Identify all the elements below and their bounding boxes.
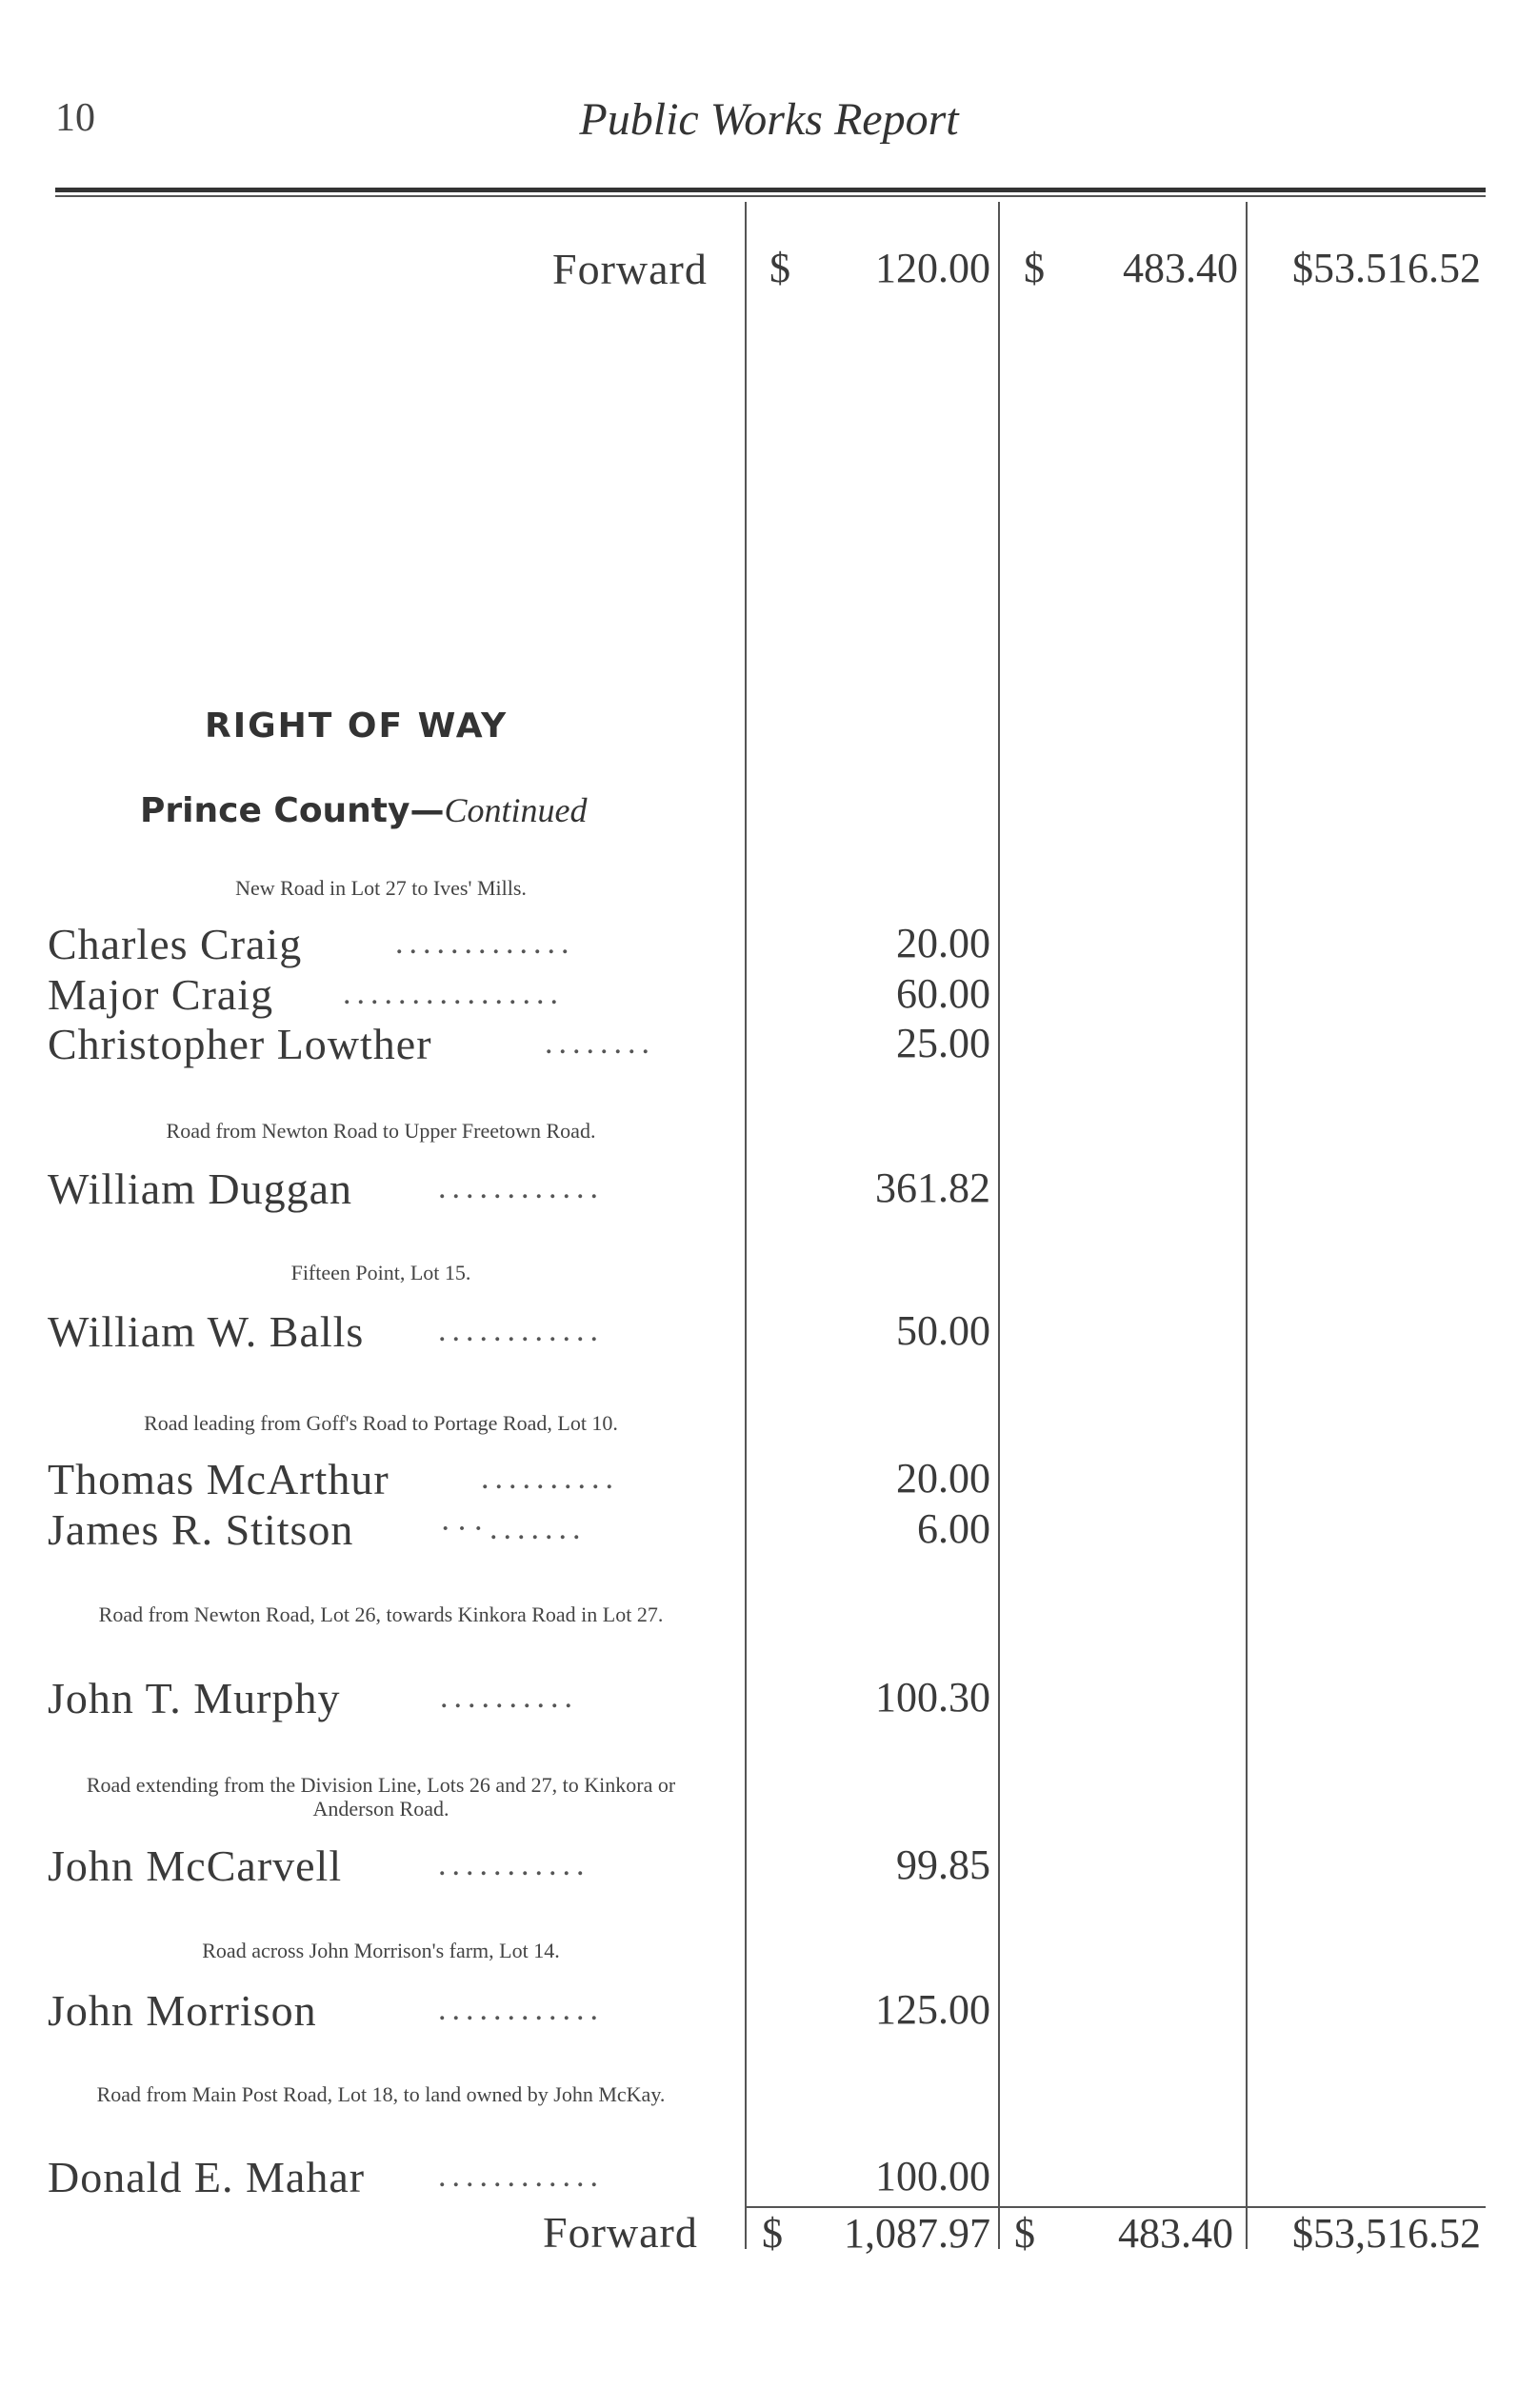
entry-amount: 20.00 — [896, 920, 990, 966]
entry-name: John Morrison — [48, 1986, 317, 2035]
entry-amount: 100.30 — [875, 1674, 990, 1721]
leader-dots: .......... — [481, 1461, 619, 1496]
county-subheading — [140, 790, 587, 830]
leader-dots: ............ — [438, 1313, 604, 1348]
road-description: Road across John Morrison's farm, Lot 14. — [202, 1939, 560, 1962]
road-description: Road from Newton Road, Lot 26, towards Kinkora Road in Lot 27. — [98, 1602, 664, 1626]
entry-amount: 20.00 — [896, 1455, 990, 1502]
entry-name: James R. Stitson — [48, 1505, 354, 1554]
entry-name: Christopher Lowther — [48, 1020, 432, 1068]
county-name: Prince County— — [140, 791, 445, 830]
leader-dots: ............ — [438, 2159, 604, 2194]
forward-col2-value: 483.40 — [1123, 245, 1238, 291]
entry-name: Donald E. Mahar — [48, 2153, 366, 2201]
header-rule-thick — [55, 188, 1486, 192]
forward-col1-value: 1,087.97 — [844, 2210, 990, 2257]
leader-dots: ···....... — [440, 1511, 587, 1546]
entry-amount: 60.00 — [896, 970, 990, 1017]
continued-label: Continued — [444, 791, 588, 829]
total-rule — [998, 2206, 1248, 2208]
leader-dots: ................ — [343, 976, 564, 1011]
entry-amount: 25.00 — [896, 1020, 990, 1066]
forward-col3-value: $53,516.52 — [1292, 2210, 1481, 2257]
leader-dots: .......... — [440, 1680, 578, 1715]
entry-name: Charles Craig — [48, 920, 303, 968]
leader-dots: ............ — [438, 1170, 604, 1205]
entry-name: William W. Balls — [48, 1307, 365, 1356]
road-description: Road extending from the Division Line, Lots 26 and 27, to Kinkora or Anderson Road. — [86, 1773, 676, 1821]
page-number: 10 — [55, 96, 95, 140]
entry-name: William Duggan — [48, 1164, 353, 1213]
entry-amount: 125.00 — [875, 1986, 990, 2033]
entry-name: John T. Murphy — [48, 1674, 341, 1722]
running-title: Public Works Report — [579, 94, 959, 145]
leader-dots: ............. — [395, 925, 575, 961]
forward-label: Forward — [552, 245, 708, 293]
road-description: Road leading from Goff's Road to Portage Road, Lot 10. — [144, 1411, 618, 1435]
dollar-sign: $ — [1014, 2210, 1035, 2257]
road-description: Fifteen Point, Lot 15. — [290, 1261, 471, 1284]
forward-col2-value: 483.40 — [1118, 2210, 1233, 2257]
column-rule-2 — [998, 202, 1000, 2249]
road-description: New Road in Lot 27 to Ives' Mills. — [235, 876, 527, 900]
total-rule — [1246, 2206, 1486, 2208]
leader-dots: ............ — [438, 1992, 604, 2027]
section-title: RIGHT OF WAY — [205, 706, 509, 746]
total-rule — [745, 2206, 1000, 2208]
entry-amount: 99.85 — [896, 1841, 990, 1888]
entry-amount: 50.00 — [896, 1307, 990, 1354]
dollar-sign: $ — [1024, 245, 1045, 291]
road-description: Road from Newton Road to Upper Freetown Road. — [166, 1119, 596, 1143]
column-rule-1 — [745, 202, 747, 2249]
header-rule-thin — [55, 195, 1486, 197]
dollar-sign: $ — [762, 2210, 783, 2257]
forward-label: Forward — [543, 2208, 698, 2257]
entry-name: Thomas McArthur — [48, 1455, 389, 1503]
entry-amount: 6.00 — [917, 1505, 990, 1552]
road-description: Road from Main Post Road, Lot 18, to land owned by John McKay. — [96, 2082, 666, 2106]
forward-col1-value: 120.00 — [875, 245, 990, 291]
entry-amount: 361.82 — [875, 1164, 990, 1211]
column-rule-3 — [1246, 202, 1248, 2249]
entry-amount: 100.00 — [875, 2153, 990, 2199]
entry-name: Major Craig — [48, 970, 274, 1019]
leader-dots: ........... — [438, 1847, 590, 1882]
leader-dots: ........ — [545, 1025, 655, 1061]
forward-col3-value: $53.516.52 — [1292, 245, 1481, 291]
entry-name: John McCarvell — [48, 1841, 343, 1890]
dollar-sign: $ — [769, 245, 790, 291]
